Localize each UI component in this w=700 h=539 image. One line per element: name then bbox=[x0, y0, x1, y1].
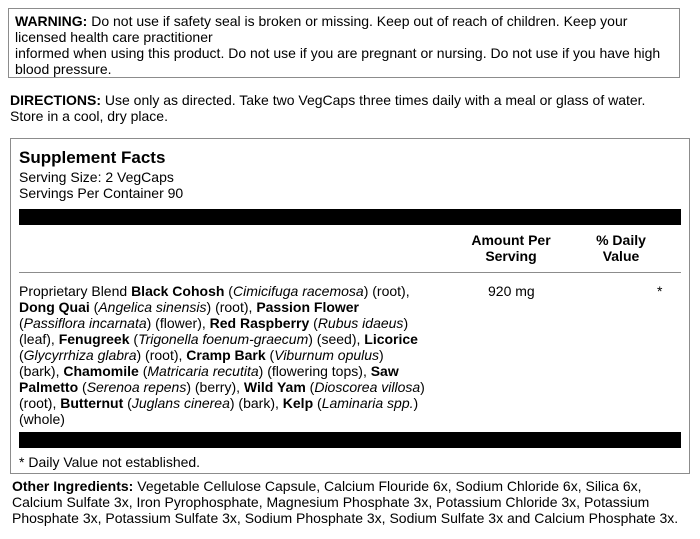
warning-line-4: blood pressure. bbox=[15, 61, 112, 77]
other-line-2: Calcium Sulfate 3x, Iron Pyrophosphate, Magnesium Phosphate 3x, Potassium Chloride 3x, Potassium bbox=[12, 494, 650, 510]
ingredient-latin-name: Laminaria spp. bbox=[321, 395, 414, 411]
ingredient-latin-name: Juglans cinerea bbox=[131, 395, 230, 411]
amount-header-line-1: Amount Per bbox=[471, 232, 551, 248]
ingredient-name: Saw Palmetto bbox=[19, 363, 399, 395]
ingredient-item: Passion Flower (Passiflora incarnata) (flower) bbox=[19, 299, 360, 331]
ingredient-part: flowering tops bbox=[271, 363, 359, 379]
ingredient-part: root bbox=[219, 299, 244, 315]
ingredient-latin-name: Passiflora incarnata bbox=[23, 315, 147, 331]
ingredient-part: berry bbox=[199, 379, 232, 395]
facts-title: Supplement Facts bbox=[19, 148, 166, 167]
ingredient-name: Chamomile bbox=[63, 363, 139, 379]
warning-box bbox=[8, 8, 680, 78]
ingredient-part: whole bbox=[23, 411, 61, 427]
ingredient-name: Licorice bbox=[364, 331, 418, 347]
bottom-divider-bar bbox=[19, 432, 681, 448]
amount-per-serving-header bbox=[441, 232, 581, 264]
serving-size: Serving Size: 2 VegCaps bbox=[19, 169, 174, 185]
ingredient-name: Passion Flower bbox=[256, 299, 360, 315]
ingredient-item: Licorice (Glycyrrhiza glabra) (root) bbox=[19, 331, 418, 363]
warning-line-1 bbox=[15, 13, 673, 29]
ingredient-part: root bbox=[23, 395, 48, 411]
warning-text-1: Do not use if safety seal is broken or missing. Keep out of reach of children. Keep your bbox=[87, 13, 628, 29]
ingredient-name: Kelp bbox=[282, 395, 314, 411]
ingredient-latin-name: Viburnum opulus bbox=[274, 347, 380, 363]
ingredient-latin-name: Dioscorea villosa bbox=[314, 379, 421, 395]
ingredient-part: root bbox=[149, 347, 174, 363]
ingredient-name: Fenugreek bbox=[58, 331, 130, 347]
directions-line-1 bbox=[10, 92, 680, 108]
serving-info bbox=[19, 169, 183, 201]
directions-line-2: Store in a cool, dry place. bbox=[10, 108, 168, 124]
ingredient-name: Dong Quai bbox=[19, 299, 90, 315]
ingredient-name: Wild Yam bbox=[243, 379, 306, 395]
directions-text-1: Use only as directed. Take two VegCaps three times daily with a meal or glass of water. bbox=[101, 92, 646, 108]
ingredient-part: flower bbox=[159, 315, 198, 331]
ingredient-part: root bbox=[376, 283, 402, 299]
ingredient-name: Red Raspberry bbox=[209, 315, 310, 331]
ingredient-item: Red Raspberry (Rubus idaeus) (leaf) bbox=[19, 315, 409, 347]
ingredient-item: Fenugreek (Trigonella foenum-graecum) (seed) bbox=[58, 331, 357, 347]
amount-header-line-2: Serving bbox=[485, 248, 537, 264]
ingredient-latin-name: Rubus idaeus bbox=[317, 315, 404, 331]
ingredient-item: Butternut (Juglans cinerea) (bark) bbox=[60, 395, 275, 411]
blend-amount: 920 mg bbox=[488, 283, 535, 299]
ingredient-latin-name: Matricaria recutita bbox=[147, 363, 259, 379]
ingredient-latin-name: Cimicifuga racemosa bbox=[232, 283, 364, 299]
dv-header-line-2: Value bbox=[602, 248, 640, 264]
servings-per-container: Servings Per Container 90 bbox=[19, 185, 184, 201]
blend-daily-value: * bbox=[657, 283, 663, 299]
ingredient-part: bark bbox=[23, 363, 51, 379]
other-ingredients bbox=[12, 478, 678, 526]
other-line-1 bbox=[12, 478, 678, 494]
ingredient-name: Black Cohosh bbox=[131, 283, 225, 299]
ingredient-item: Saw Palmetto (Serenoa repens) (berry) bbox=[19, 363, 399, 395]
ingredient-latin-name: Glycyrrhiza glabra bbox=[23, 347, 137, 363]
ingredient-item: Cramp Bark (Viburnum opulus) (bark) bbox=[19, 347, 384, 379]
ingredient-name: Butternut bbox=[60, 395, 124, 411]
ingredient-item: Black Cohosh (Cimicifuga racemosa) (root) bbox=[131, 283, 406, 299]
daily-value-footnote: * Daily Value not established. bbox=[19, 454, 201, 470]
daily-value-header bbox=[576, 232, 666, 264]
directions-label: DIRECTIONS: bbox=[10, 92, 101, 108]
dv-header-line-1: % Daily bbox=[596, 232, 646, 248]
directions bbox=[10, 92, 680, 124]
ingredient-latin-name: Trigonella foenum-graecum bbox=[138, 331, 309, 347]
ingredient-item: Chamomile (Matricaria recutita) (flowering tops) bbox=[63, 363, 363, 379]
other-ingredients-label: Other Ingredients: bbox=[12, 478, 134, 494]
warning-label: WARNING: bbox=[15, 13, 88, 29]
ingredient-latin-name: Serenoa repens bbox=[86, 379, 187, 395]
ingredient-item: Kelp (Laminaria spp.) (whole) bbox=[19, 395, 419, 427]
header-rule bbox=[19, 272, 681, 273]
ingredient-item: Wild Yam (Dioscorea villosa) (root) bbox=[19, 379, 425, 411]
ingredient-part: bark bbox=[243, 395, 271, 411]
warning-line-3: informed when using this product. Do not use if you are pregnant or nursing. Do not use if you have high bbox=[15, 45, 661, 61]
ingredient-part: leaf bbox=[23, 331, 47, 347]
warning-line-2: licensed health care practitioner bbox=[15, 29, 213, 45]
top-divider-bar bbox=[19, 209, 681, 225]
ingredient-item: Dong Quai (Angelica sinensis) (root) bbox=[19, 299, 249, 315]
supplement-facts-panel bbox=[10, 138, 690, 474]
ingredient-latin-name: Angelica sinensis bbox=[98, 299, 207, 315]
ingredient-part: seed bbox=[321, 331, 352, 347]
ingredient-name: Cramp Bark bbox=[186, 347, 266, 363]
other-text-1: Vegetable Cellulose Capsule, Calcium Flouride 6x, Sodium Chloride 6x, Silica 6x, bbox=[133, 478, 642, 494]
proprietary-blend-text: Proprietary Blend Black Cohosh (Cimicifuga racemosa) (root), Dong Quai (Angelica sinensis) (root), Passion Flower (Passiflora incarnata) (flower), Red Raspberry (Rubus idaeus) (leaf), Fenugreek (Trigonella foenum-graecum) (seed), Licorice (Glycyrrhiza glabra) (root), Cramp Bark (Viburnum opulus) (bark), Chamomile (Matricaria recutita) (flowering tops), Saw Palmetto (Serenoa repens) (berry), Wild Yam (Dioscorea villosa) (root), Butternut (Juglans cinerea) (bark), Kelp (Laminaria spp.) (whole) bbox=[19, 283, 425, 427]
other-line-3: Phosphate 3x, Potassium Sulfate 3x, Sodium Phosphate 3x, Sodium Sulfate 3x and Calcium Phosphate 3x. bbox=[12, 510, 679, 526]
